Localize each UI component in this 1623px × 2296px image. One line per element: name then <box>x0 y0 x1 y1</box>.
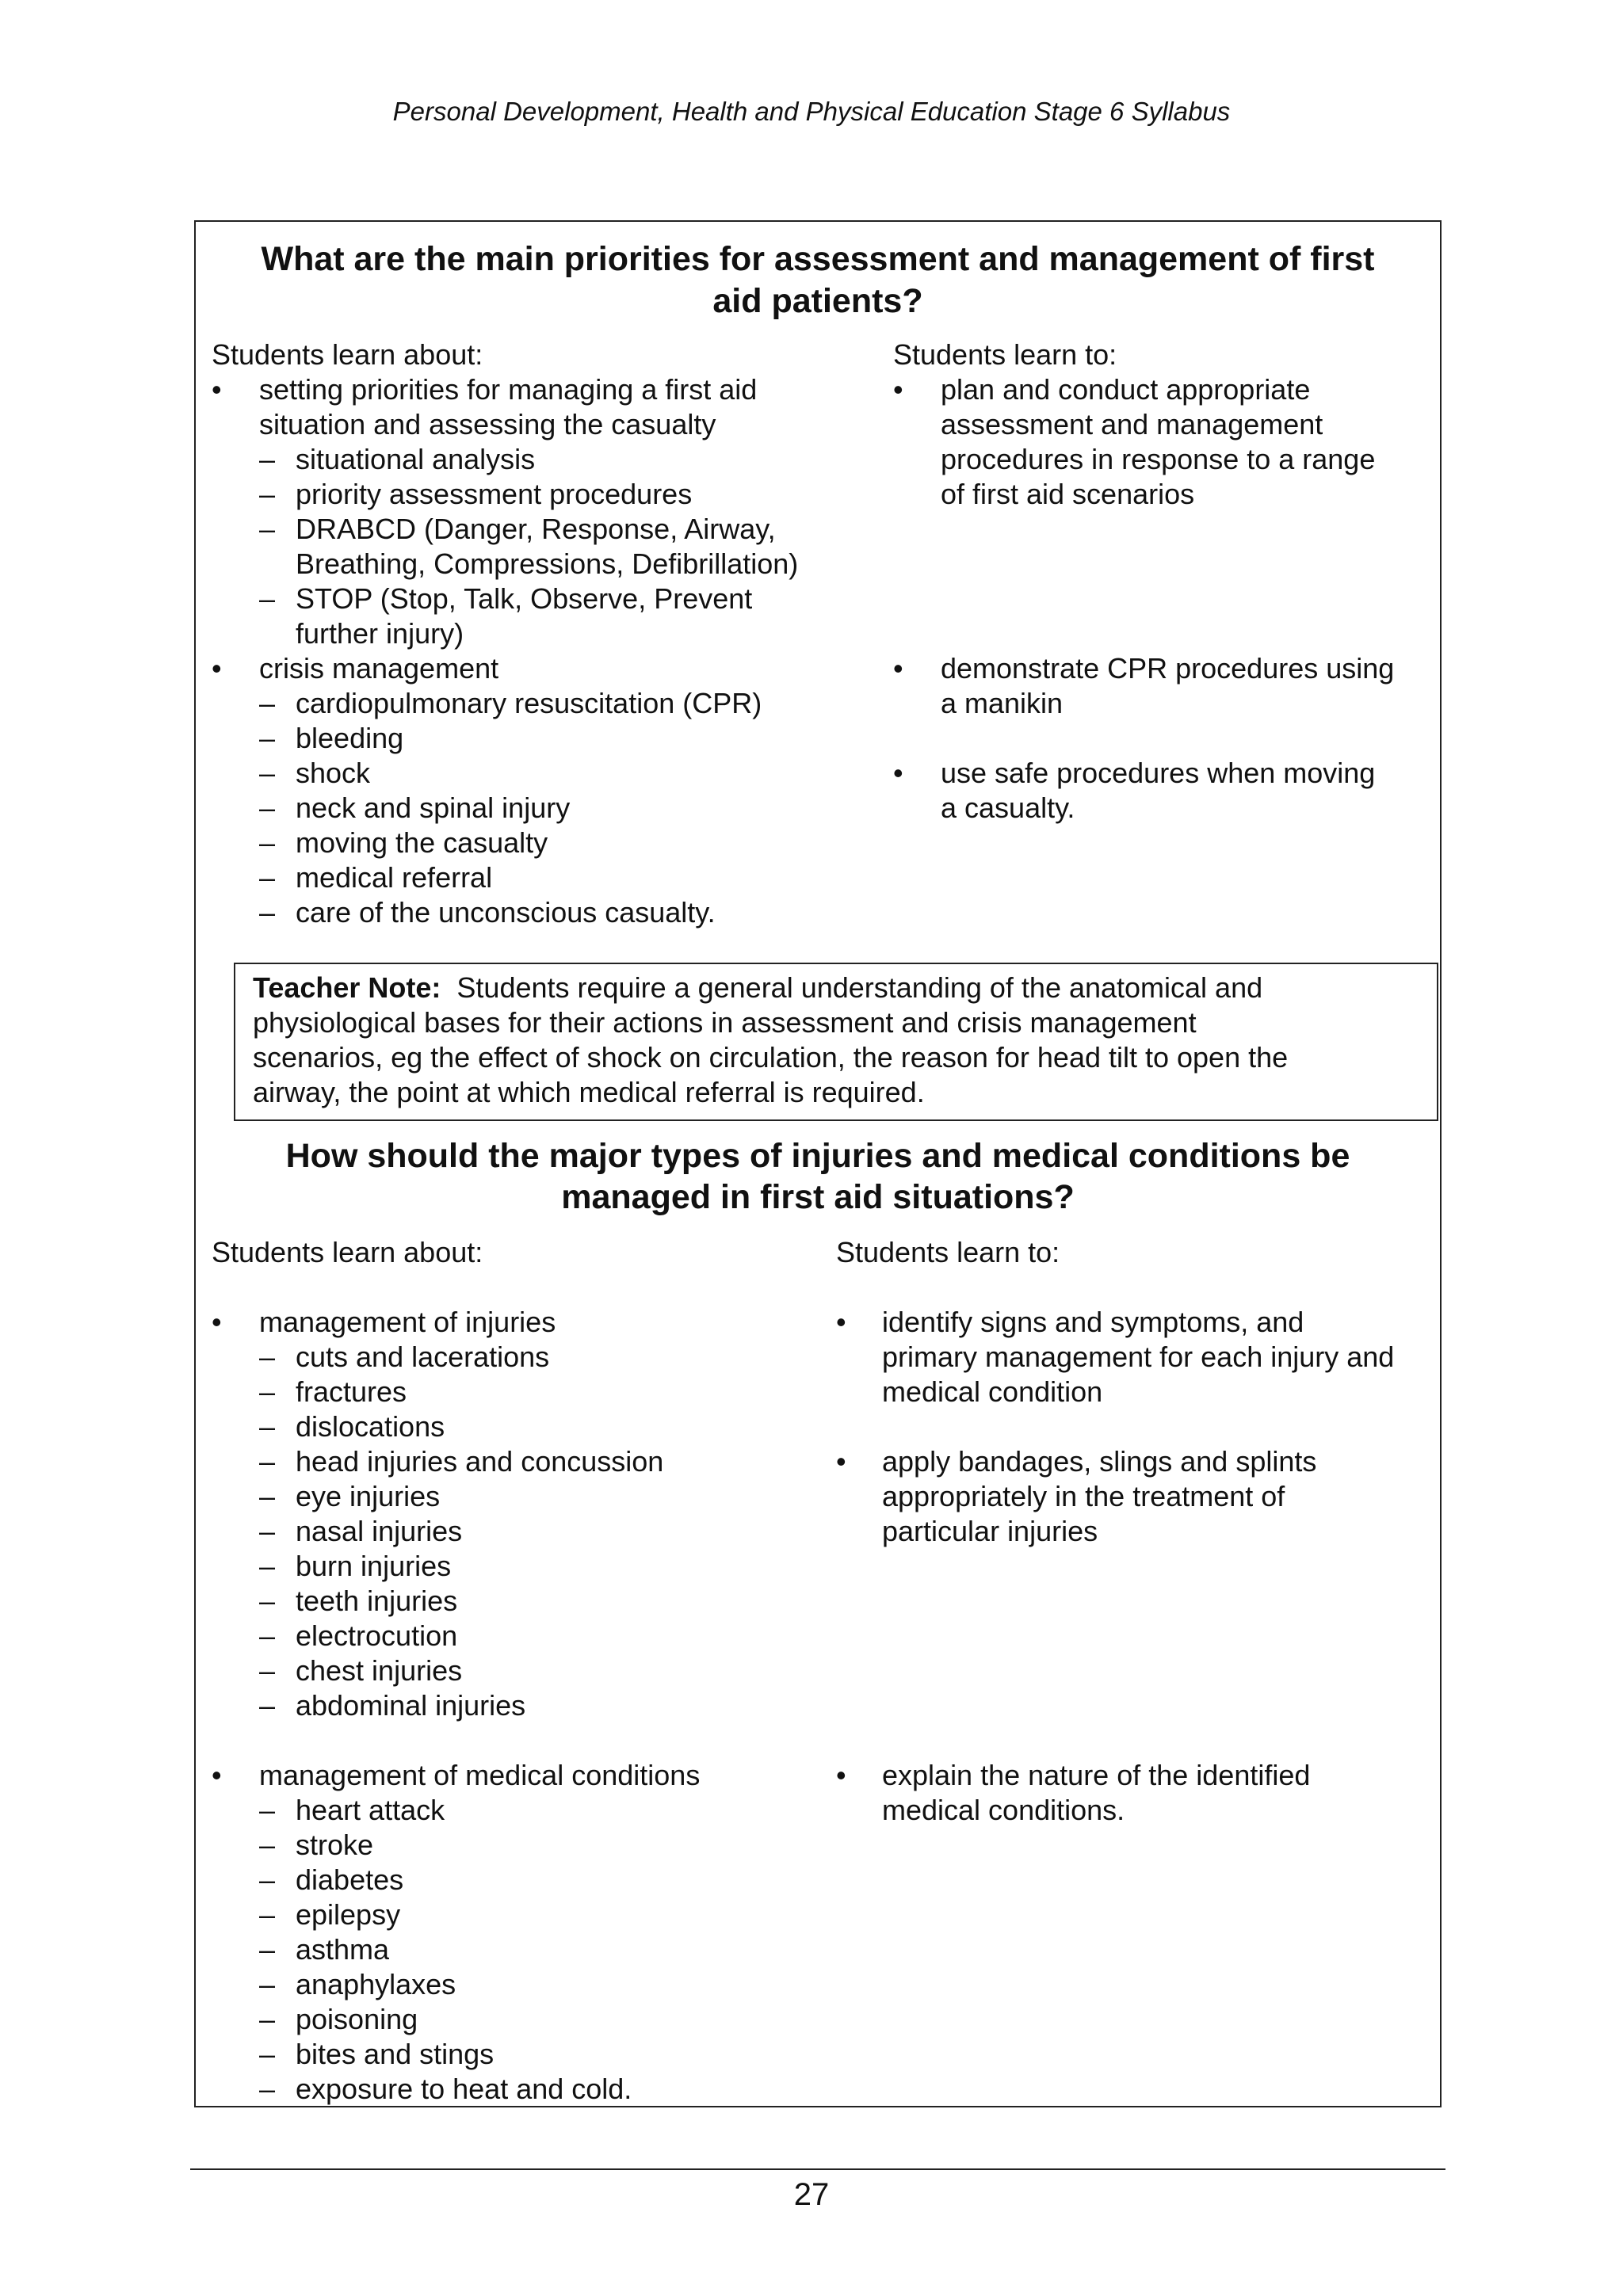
footer-rule <box>190 2168 1445 2170</box>
list-subitem: dislocations <box>296 1410 445 1443</box>
dash-icon: – <box>259 582 276 615</box>
list-item: plan and conduct appropriate <box>941 373 1311 406</box>
list-item: procedures in response to a range <box>941 443 1376 475</box>
dash-icon: – <box>259 896 276 929</box>
content-frame <box>194 220 1442 2107</box>
list-subitem: asthma <box>296 1933 390 1966</box>
list-item: primary management for each injury and <box>882 1341 1395 1373</box>
dash-icon: – <box>259 2003 276 2035</box>
list-subitem: cuts and lacerations <box>296 1341 550 1373</box>
dash-icon: – <box>259 1689 276 1722</box>
dash-icon: – <box>259 1515 276 1547</box>
teacher-note-text: physiological bases for their actions in assessment and crisis management <box>253 1006 1197 1039</box>
list-subitem: Breathing, Compressions, Defibrillation) <box>296 547 799 580</box>
section1-about-heading: Students learn about: <box>212 338 483 371</box>
dash-icon: – <box>259 1619 276 1652</box>
list-subitem: moving the casualty <box>296 826 548 859</box>
teacher-note <box>234 963 1438 1121</box>
list-item: a manikin <box>941 687 1064 719</box>
list-item: appropriately in the treatment of <box>882 1480 1285 1512</box>
teacher-note-text: scenarios, eg the effect of shock on circulation, the reason for head tilt to open the <box>253 1041 1289 1074</box>
list-item: management of injuries <box>259 1306 556 1338</box>
dash-icon: – <box>259 513 276 545</box>
dash-icon: – <box>259 1898 276 1931</box>
list-subitem: chest injuries <box>296 1654 463 1687</box>
bullet-icon: • <box>212 1306 222 1338</box>
bullet-icon: • <box>893 757 903 789</box>
bullet-icon: • <box>836 1306 846 1338</box>
dash-icon: – <box>259 1968 276 2000</box>
bullet-icon: • <box>212 1759 222 1791</box>
list-subitem: eye injuries <box>296 1480 441 1512</box>
dash-icon: – <box>259 1375 276 1408</box>
section2-title-line2: managed in first aid situations? <box>561 1178 1075 1216</box>
list-item: explain the nature of the identified <box>882 1759 1311 1791</box>
bullet-icon: • <box>836 1445 846 1478</box>
list-subitem: teeth injuries <box>296 1585 458 1617</box>
list-subitem: electrocution <box>296 1619 458 1652</box>
section2-about-heading: Students learn about: <box>212 1236 483 1268</box>
bullet-icon: • <box>212 373 222 406</box>
list-subitem: epilepsy <box>296 1898 401 1931</box>
dash-icon: – <box>259 1863 276 1896</box>
list-subitem: shock <box>296 757 371 789</box>
dash-icon: – <box>259 1585 276 1617</box>
dash-icon: – <box>259 1933 276 1966</box>
list-subitem: DRABCD (Danger, Response, Airway, <box>296 513 776 545</box>
section2-to-heading: Students learn to: <box>836 1236 1060 1268</box>
list-item: medical conditions. <box>882 1794 1125 1826</box>
list-subitem: bleeding <box>296 722 404 754</box>
dash-icon: – <box>259 1445 276 1478</box>
running-header: Personal Development, Health and Physical Education Stage 6 Syllabus <box>392 97 1231 126</box>
list-subitem: abdominal injuries <box>296 1689 526 1722</box>
dash-icon: – <box>259 687 276 719</box>
list-subitem: burn injuries <box>296 1550 452 1582</box>
list-subitem: stroke <box>296 1829 374 1861</box>
list-item: use safe procedures when moving <box>941 757 1376 789</box>
list-subitem: exposure to heat and cold. <box>296 2073 632 2105</box>
list-subitem: bites and stings <box>296 2038 495 2070</box>
list-item: demonstrate CPR procedures using <box>941 652 1395 685</box>
list-item: identify signs and symptoms, and <box>882 1306 1304 1338</box>
section1-title-line1: What are the main priorities for assessment and management of first <box>261 240 1375 278</box>
bullet-icon: • <box>893 373 903 406</box>
dash-icon: – <box>259 826 276 859</box>
dash-icon: – <box>259 1654 276 1687</box>
list-item: particular injuries <box>882 1515 1098 1547</box>
list-item: setting priorities for managing a first aid <box>259 373 758 406</box>
bullet-icon: • <box>893 652 903 685</box>
dash-icon: – <box>259 1829 276 1861</box>
dash-icon: – <box>259 2038 276 2070</box>
list-item: apply bandages, slings and splints <box>882 1445 1317 1478</box>
list-subitem: neck and spinal injury <box>296 791 571 824</box>
dash-icon: – <box>259 2073 276 2105</box>
teacher-note-text: Students require a general understanding of the anatomical and <box>456 971 1263 1004</box>
list-item: a casualty. <box>941 791 1075 824</box>
list-subitem: situational analysis <box>296 443 536 475</box>
section1-to-heading: Students learn to: <box>893 338 1117 371</box>
list-subitem: cardiopulmonary resuscitation (CPR) <box>296 687 762 719</box>
list-subitem: head injuries and concussion <box>296 1445 664 1478</box>
bullet-icon: • <box>212 652 222 685</box>
list-subitem: nasal injuries <box>296 1515 463 1547</box>
dash-icon: – <box>259 1410 276 1443</box>
list-item: assessment and management <box>941 408 1323 441</box>
dash-icon: – <box>259 757 276 789</box>
teacher-note-label: Teacher Note: <box>253 971 441 1004</box>
list-subitem: fractures <box>296 1375 407 1408</box>
section2-title-line1: How should the major types of injuries and medical conditions be <box>285 1137 1350 1175</box>
list-subitem: STOP (Stop, Talk, Observe, Prevent <box>296 582 753 615</box>
list-subitem: poisoning <box>296 2003 418 2035</box>
section1-title-line2: aid patients? <box>712 282 923 320</box>
list-subitem: anaphylaxes <box>296 1968 456 2000</box>
dash-icon: – <box>259 861 276 894</box>
page-number: 27 <box>793 2177 830 2212</box>
list-subitem: further injury) <box>296 617 464 650</box>
list-subitem: priority assessment procedures <box>296 478 693 510</box>
list-item: of first aid scenarios <box>941 478 1195 510</box>
list-item: situation and assessing the casualty <box>259 408 716 441</box>
dash-icon: – <box>259 722 276 754</box>
dash-icon: – <box>259 478 276 510</box>
list-item: crisis management <box>259 652 499 685</box>
dash-icon: – <box>259 443 276 475</box>
dash-icon: – <box>259 1341 276 1373</box>
dash-icon: – <box>259 1794 276 1826</box>
dash-icon: – <box>259 1480 276 1512</box>
list-subitem: heart attack <box>296 1794 445 1826</box>
list-item: medical condition <box>882 1375 1103 1408</box>
list-subitem: care of the unconscious casualty. <box>296 896 716 929</box>
dash-icon: – <box>259 791 276 824</box>
bullet-icon: • <box>836 1759 846 1791</box>
list-subitem: diabetes <box>296 1863 404 1896</box>
dash-icon: – <box>259 1550 276 1582</box>
teacher-note-text: airway, the point at which medical referral is required. <box>253 1076 925 1108</box>
list-subitem: medical referral <box>296 861 493 894</box>
list-item: management of medical conditions <box>259 1759 701 1791</box>
